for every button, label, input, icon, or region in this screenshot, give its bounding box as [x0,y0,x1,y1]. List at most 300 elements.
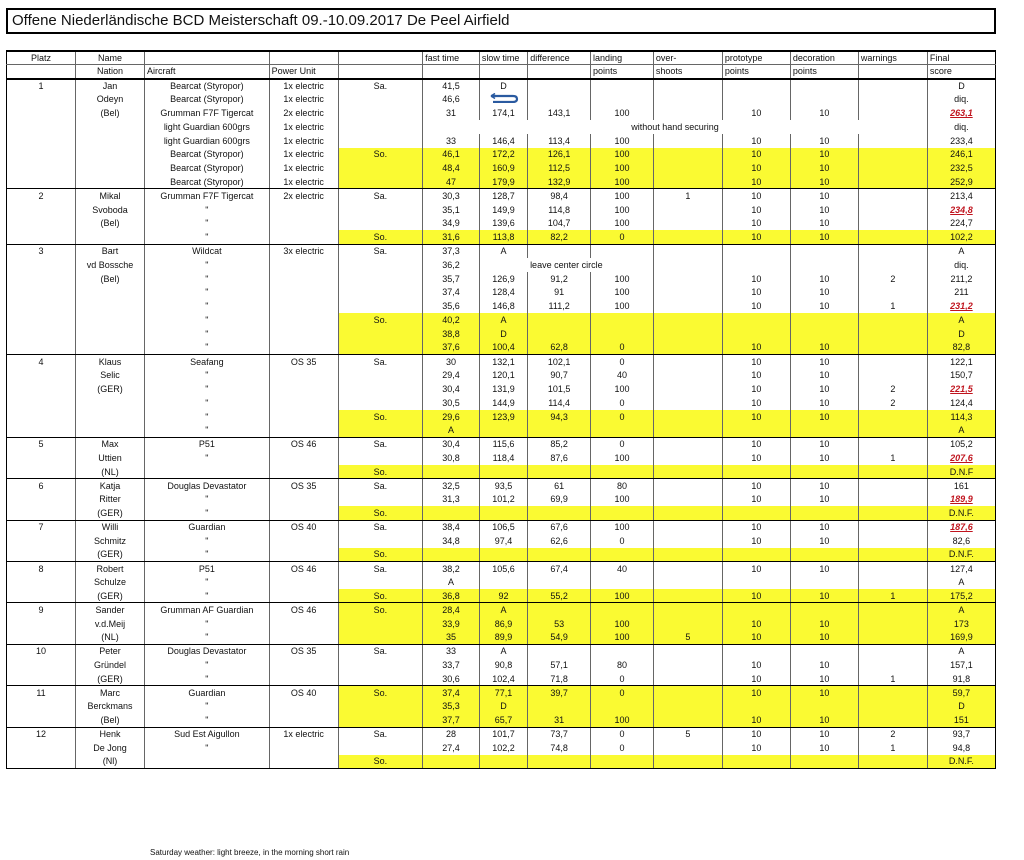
cell-difference [528,644,591,658]
cell-day: So. [338,230,422,244]
cell-power-unit: 3x electric [269,244,338,258]
cell-name: Gründel [76,658,145,672]
cell-power-unit: OS 35 [269,644,338,658]
cell-decoration-points [790,327,858,341]
cell-power-unit [269,658,338,672]
cell-slow-time: 146,8 [479,299,527,313]
cell-prototype-points [722,548,790,562]
cell-name: Sander [76,603,145,617]
cell-name [76,175,145,189]
cell-fast-time: 33 [423,134,480,148]
cell-difference: 82,2 [528,230,591,244]
header-overshoots: over- [653,51,722,65]
cell-landing-points: 0 [591,534,654,548]
cell-difference: 85,2 [528,437,591,451]
cell-landing-points: 0 [591,727,654,741]
cell-name: Max [76,437,145,451]
cell-platz: 12 [7,727,76,741]
table-row [7,244,996,258]
cell-platz [7,589,76,603]
cell-day: So. [338,506,422,520]
cell-fast-time: 29,6 [423,410,480,424]
cell-landing-points: 0 [591,437,654,451]
table-row [7,617,996,631]
cell-decoration-points: 10 [790,106,858,120]
cell-slow-time: 179,9 [479,175,527,189]
cell-name [76,327,145,341]
cell-platz [7,713,76,727]
cell-prototype-points [722,258,790,272]
cell-slow-time: 101,2 [479,493,527,507]
cell-name: Robert [76,561,145,575]
cell-aircraft: P51 [145,437,270,451]
cell-fast-time: 28 [423,727,480,741]
cell-name: (Bel) [76,217,145,231]
cell-warnings [858,258,927,272]
cell-difference: 54,9 [528,630,591,644]
cell-slow-time: D [479,327,527,341]
cell-decoration-points: 10 [790,672,858,686]
cell-platz [7,120,76,134]
cell-slow-time: 89,9 [479,630,527,644]
cell-day: Sa. [338,644,422,658]
cell-power-unit [269,341,338,355]
cell-fast-time: 38,8 [423,327,480,341]
cell-fast-time: 38,4 [423,520,480,534]
cell-prototype-points: 10 [722,437,790,451]
cell-power-unit [269,741,338,755]
header-landing-points: landing [591,51,654,65]
cell-fast-time: 30 [423,355,480,369]
cell-platz: 8 [7,561,76,575]
cell-name: Berckmans [76,699,145,713]
cell-power-unit: 1x electric [269,727,338,741]
cell-difference: 104,7 [528,217,591,231]
cell-day [338,575,422,589]
cell-fast-time: 46,1 [423,148,480,162]
cell-overshoots [653,686,722,700]
header-platz [7,65,76,79]
cell-fast-time: 30,6 [423,672,480,686]
cell-overshoots [653,79,722,93]
cell-decoration-points: 10 [790,658,858,672]
cell-aircraft: " [145,451,270,465]
cell-platz: 9 [7,603,76,617]
cell-decoration-points: 10 [790,479,858,493]
cell-day [338,534,422,548]
cell-power-unit: 2x electric [269,189,338,203]
cell-name: (NL) [76,465,145,479]
cell-slow-time: A [479,313,527,327]
cell-prototype-points: 10 [722,617,790,631]
cell-prototype-points [722,506,790,520]
cell-day [338,658,422,672]
cell-landing-points: 100 [591,451,654,465]
cell-power-unit [269,493,338,507]
results-table [6,50,996,769]
cell-landing-points: 0 [591,741,654,755]
cell-overshoots [653,658,722,672]
cell-name: Svoboda [76,203,145,217]
cell-landing-points: 80 [591,658,654,672]
cell-final-score: 233,4 [927,134,995,148]
cell-overshoots [653,465,722,479]
cell-day [338,120,422,134]
cell-difference: 53 [528,617,591,631]
cell-final-score: diq. [927,258,995,272]
cell-name: v.d.Meij [76,617,145,631]
cell-difference: 94,3 [528,410,591,424]
cell-final-score: 224,7 [927,217,995,231]
cell-warnings [858,92,927,106]
cell-fast-time: 41,5 [423,79,480,93]
header-landing-points: points [591,65,654,79]
cell-aircraft: Guardian [145,686,270,700]
cell-fast-time: 33,7 [423,658,480,672]
cell-overshoots [653,534,722,548]
cell-name: Willi [76,520,145,534]
cell-warnings [858,713,927,727]
cell-aircraft: Grumman F7F Tigercat [145,106,270,120]
table-row [7,493,996,507]
cell-prototype-points: 10 [722,534,790,548]
cell-difference [528,755,591,769]
cell-decoration-points [790,506,858,520]
cell-overshoots [653,396,722,410]
cell-decoration-points: 10 [790,148,858,162]
cell-landing-points [591,465,654,479]
weather-note: Saturday weather: light breeze, in the morning short rain [150,848,350,857]
cell-landing-points: 100 [591,493,654,507]
cell-slow-time: 115,6 [479,437,527,451]
cell-platz [7,396,76,410]
cell-difference: 91 [528,286,591,300]
cell-name: Ritter [76,493,145,507]
cell-day: So. [338,686,422,700]
cell-landing-points: 100 [591,272,654,286]
cell-decoration-points: 10 [790,713,858,727]
cell-landing-points: 40 [591,368,654,382]
cell-fast-time: 30,8 [423,451,480,465]
cell-platz [7,382,76,396]
cell-fast-time: 30,3 [423,189,480,203]
cell-final-score: 82,6 [927,534,995,548]
header-difference: difference [528,51,591,65]
cell-prototype-points: 10 [722,479,790,493]
cell-prototype-points [722,327,790,341]
cell-aircraft: " [145,382,270,396]
cell-prototype-points: 10 [722,230,790,244]
cell-platz [7,410,76,424]
cell-warnings: 2 [858,727,927,741]
cell-day [338,327,422,341]
table-row [7,686,996,700]
cell-platz [7,230,76,244]
cell-fast-time: 36,8 [423,589,480,603]
cell-power-unit [269,368,338,382]
table-row [7,561,996,575]
table-row [7,451,996,465]
cell-day [338,630,422,644]
cell-aircraft: Grumman F7F Tigercat [145,189,270,203]
cell-day [338,451,422,465]
table-row [7,258,996,272]
cell-landing-points: 0 [591,396,654,410]
cell-slow-time [479,465,527,479]
header-fast-time [423,65,480,79]
cell-final-score: 105,2 [927,437,995,451]
cell-landing-points: 0 [591,410,654,424]
cell-slow-time: 123,9 [479,410,527,424]
cell-power-unit: 1x electric [269,79,338,93]
cell-landing-points: 100 [591,617,654,631]
cell-power-unit: OS 40 [269,686,338,700]
cell-slow-time: 86,9 [479,617,527,631]
cell-power-unit: 1x electric [269,161,338,175]
cell-decoration-points [790,465,858,479]
cell-final-score: 161 [927,479,995,493]
cell-platz [7,575,76,589]
table-row [7,658,996,672]
cell-platz [7,368,76,382]
cell-difference: 62,8 [528,341,591,355]
cell-final-score [927,203,995,217]
cell-difference [528,548,591,562]
cell-name: Marc [76,686,145,700]
table-row [7,286,996,300]
cell-slow-time: 128,7 [479,189,527,203]
cell-day: Sa. [338,355,422,369]
cell-warnings [858,313,927,327]
cell-difference: 74,8 [528,741,591,755]
cell-day: Sa. [338,244,422,258]
cell-final-score: diq. [927,92,995,106]
cell-day [338,741,422,755]
cell-day [338,368,422,382]
cell-fast-time: 37,3 [423,244,480,258]
cell-aircraft: light Guardian 600grs [145,134,270,148]
cell-fast-time: 29,4 [423,368,480,382]
cell-final-score [927,451,995,465]
cell-prototype-points [722,92,790,106]
cell-platz [7,92,76,106]
cell-fast-time: 35,3 [423,699,480,713]
cell-final-score: 151 [927,713,995,727]
cell-platz [7,272,76,286]
cell-final-score [927,493,995,507]
cell-overshoots [653,672,722,686]
cell-overshoots [653,755,722,769]
cell-warnings [858,134,927,148]
cell-final-score: D [927,699,995,713]
cell-day: So. [338,755,422,769]
cell-warnings: 1 [858,299,927,313]
cell-decoration-points: 10 [790,286,858,300]
cell-overshoots [653,548,722,562]
cell-slow-time: 93,5 [479,479,527,493]
cell-decoration-points [790,244,858,258]
header-overshoots: shoots [653,65,722,79]
cell-warnings: 1 [858,672,927,686]
cell-power-unit [269,465,338,479]
cell-overshoots [653,713,722,727]
cell-overshoots [653,313,722,327]
cell-power-unit [269,755,338,769]
cell-power-unit: 1x electric [269,134,338,148]
table-row [7,355,996,369]
cell-name: (Nl) [76,755,145,769]
cell-difference: 132,9 [528,175,591,189]
cell-slow-time: 92 [479,589,527,603]
cell-difference: 111,2 [528,299,591,313]
cell-day [338,106,422,120]
cell-decoration-points: 10 [790,410,858,424]
cell-difference [528,79,591,93]
cell-day [338,272,422,286]
cell-overshoots [653,451,722,465]
cell-final-score [927,299,995,313]
cell-name: Peter [76,644,145,658]
table-row [7,120,996,134]
cell-day: So. [338,410,422,424]
cell-day [338,286,422,300]
cell-aircraft: Grumman AF Guardian [145,603,270,617]
remark-cell: leave center circle [479,258,653,272]
cell-overshoots [653,617,722,631]
cell-landing-points [591,92,654,106]
cell-slow-time: D [479,79,527,93]
cell-name [76,424,145,438]
cell-final-score: 102,2 [927,230,995,244]
cell-difference: 112,5 [528,161,591,175]
cell-overshoots [653,217,722,231]
table-row [7,161,996,175]
cell-prototype-points [722,244,790,258]
cell-overshoots [653,161,722,175]
cell-fast-time: 48,4 [423,161,480,175]
cell-difference: 73,7 [528,727,591,741]
best-score: 221,5 [950,384,973,395]
cell-difference [528,424,591,438]
cell-overshoots [653,272,722,286]
cell-warnings [858,575,927,589]
cell-fast-time: 34,9 [423,217,480,231]
cell-day [338,299,422,313]
cell-landing-points: 100 [591,299,654,313]
cell-difference: 39,7 [528,686,591,700]
cell-final-score: 127,4 [927,561,995,575]
header-platz: Platz [7,51,76,65]
cell-aircraft: " [145,713,270,727]
cell-aircraft: Bearcat (Styropor) [145,92,270,106]
cell-slow-time: D [479,699,527,713]
cell-difference: 71,8 [528,672,591,686]
cell-name: (Bel) [76,272,145,286]
cell-name: (Bel) [76,106,145,120]
cell-final-score [927,106,995,120]
cell-fast-time: 36,2 [423,258,480,272]
cell-prototype-points: 10 [722,686,790,700]
cell-landing-points [591,548,654,562]
cell-aircraft: " [145,548,270,562]
cell-day [338,341,422,355]
cell-fast-time: A [423,575,480,589]
cell-decoration-points: 10 [790,368,858,382]
cell-name: (NL) [76,630,145,644]
cell-overshoots [653,520,722,534]
cell-fast-time: 31,3 [423,493,480,507]
cell-overshoots [653,410,722,424]
cell-final-score: 114,3 [927,410,995,424]
table-row [7,741,996,755]
header-name: Name [76,51,145,65]
cell-slow-time: 128,4 [479,286,527,300]
cell-overshoots [653,258,722,272]
return-arrow-icon [489,93,519,106]
header-decoration-points: decoration [790,51,858,65]
cell-warnings [858,493,927,507]
cell-power-unit [269,699,338,713]
cell-difference [528,465,591,479]
cell-aircraft: Sud Est Aigullon [145,727,270,741]
cell-warnings [858,755,927,769]
table-row [7,755,996,769]
cell-warnings [858,106,927,120]
table-row [7,506,996,520]
table-row [7,92,996,106]
cell-aircraft: " [145,368,270,382]
cell-decoration-points: 10 [790,727,858,741]
cell-fast-time: 32,5 [423,479,480,493]
cell-day: Sa. [338,727,422,741]
cell-warnings [858,410,927,424]
cell-fast-time: 38,2 [423,561,480,575]
cell-platz: 4 [7,355,76,369]
cell-platz [7,148,76,162]
cell-day: So. [338,603,422,617]
cell-name [76,410,145,424]
cell-slow-time: 146,4 [479,134,527,148]
cell-slow-time: 102,4 [479,672,527,686]
cell-overshoots [653,437,722,451]
cell-warnings: 2 [858,382,927,396]
cell-aircraft: light Guardian 600grs [145,120,270,134]
cell-slow-time: 102,2 [479,741,527,755]
cell-prototype-points: 10 [722,713,790,727]
cell-prototype-points: 10 [722,561,790,575]
cell-landing-points [591,644,654,658]
cell-overshoots [653,644,722,658]
cell-aircraft: " [145,506,270,520]
cell-name: Uttien [76,451,145,465]
cell-prototype-points [722,699,790,713]
cell-platz [7,286,76,300]
cell-day: So. [338,465,422,479]
cell-landing-points: 100 [591,203,654,217]
cell-overshoots [653,493,722,507]
cell-decoration-points: 10 [790,230,858,244]
cell-slow-time: 132,1 [479,355,527,369]
cell-difference: 101,5 [528,382,591,396]
cell-decoration-points: 10 [790,175,858,189]
cell-slow-time: 106,5 [479,520,527,534]
cell-power-unit [269,396,338,410]
cell-difference: 87,6 [528,451,591,465]
cell-warnings [858,603,927,617]
cell-day [338,175,422,189]
cell-name: Selic [76,368,145,382]
cell-prototype-points: 10 [722,175,790,189]
